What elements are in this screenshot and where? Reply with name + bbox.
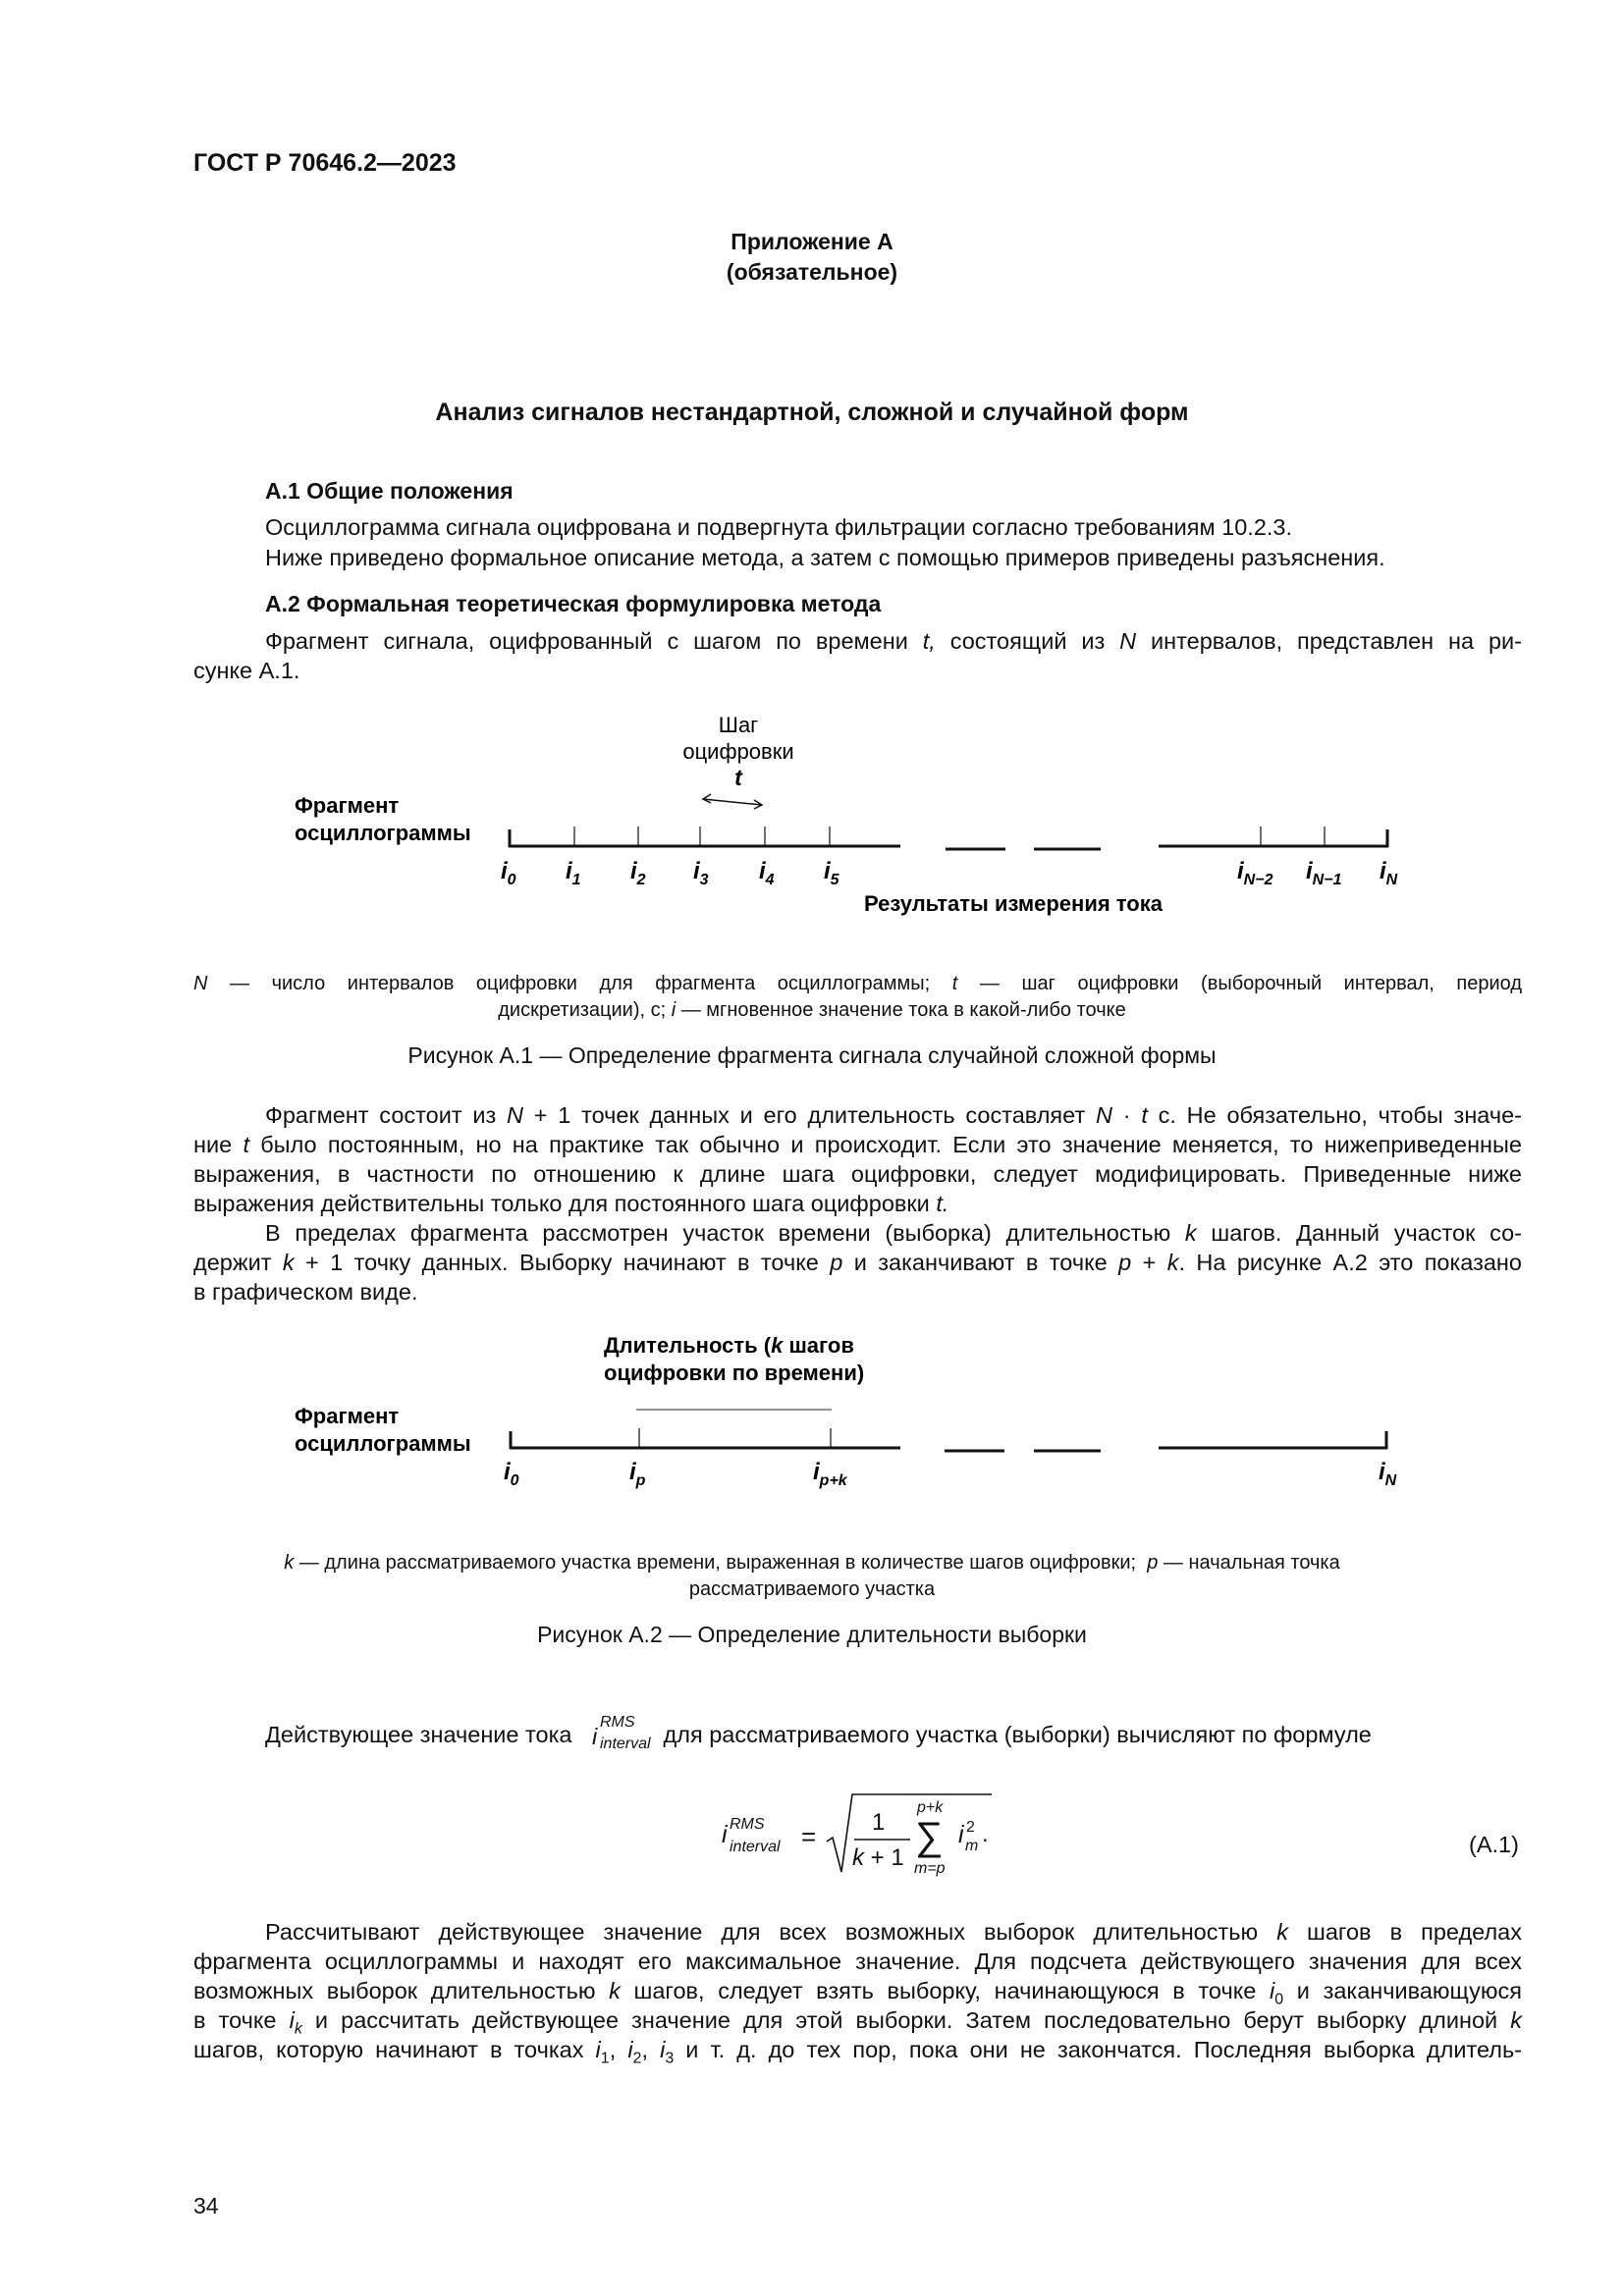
figure-a2-ticks (639, 1428, 831, 1447)
fraction-numerator: 1 (872, 1809, 886, 1836)
paragraph-line (193, 2037, 1522, 2068)
tick-label-i4: $i_4$ (759, 858, 775, 888)
section-a1-heading: А.1 Общие положения (265, 478, 514, 504)
section-a2-intro-line (265, 628, 1522, 655)
paragraph-line (193, 2007, 1522, 2039)
paragraph-line (193, 1250, 1522, 1276)
paragraph-line (265, 1102, 1522, 1129)
figure-a1-ticks (574, 827, 1325, 845)
formula-intro (265, 1714, 1372, 1752)
formula-period: . (982, 1821, 989, 1847)
paragraph-line: фрагмента осциллограммы и находят его максимальное значение. Для подсчета действующего значения для всех (193, 1949, 1522, 1974)
figure-a1-note: дискретизации), с; i — мгновенное значение тока в какой-либо точке (498, 999, 1126, 1021)
formula-number: (А.1) (1469, 1832, 1519, 1857)
page-number: 34 (193, 2193, 219, 2218)
tick-label-iN: $i_N$ (1379, 1459, 1397, 1489)
formula-sub: interval (730, 1839, 781, 1855)
sum-upper-limit: p+k (917, 1799, 944, 1816)
fragment-label: Фрагмент (295, 793, 400, 818)
formula-i: i (722, 1821, 728, 1848)
paragraph-line: выражения действительны только для постоянного шага оцифровки t. (193, 1191, 949, 1216)
figure-a1-note (193, 973, 1522, 995)
section-a1-line: Ниже приведено формальное описание метода, а затем с помощью примеров приведены разъяснения. (265, 545, 1385, 570)
tick-label-i0: $i_0$ (501, 858, 516, 888)
formula-intro-after: для рассматриваемого участка (выборки) вычисляют по формуле (663, 1722, 1372, 1748)
sum-lower-limit: m=p (914, 1860, 946, 1877)
formula-im-sub: m (965, 1838, 979, 1854)
interval-sub: interval (600, 1735, 651, 1752)
paragraph-line (193, 1978, 1522, 2009)
paragraph-line (265, 1919, 1522, 1946)
figure-a2-axis (510, 1431, 1387, 1451)
formula-intro-before: Действующее значение тока (265, 1722, 572, 1748)
fragment-label: осциллограммы (295, 1431, 471, 1456)
result-label: Результаты измерения тока (864, 891, 1163, 916)
tick-label-ipk: $i_{p+k}$ (813, 1459, 847, 1489)
text-span: в точке $i_k$ и рассчитать действующее значение для этой выборки. Затем последовательно берут выборку длиной k (193, 2007, 1522, 2038)
formula-im-sup: 2 (966, 1819, 975, 1836)
appendix-heading: Анализ сигналов нестандартной, сложной и случайной форм (435, 399, 1189, 426)
tick-label-i3: $i_3$ (693, 858, 709, 888)
figure-a2-tick-labels (504, 1459, 1397, 1489)
tick-label-i0: $i_0$ (504, 1459, 519, 1489)
figure-a1-diagram (0, 697, 1624, 942)
inline-irms: i RMS interval (592, 1714, 651, 1752)
tick-label-iN: $i_N$ (1380, 858, 1398, 888)
tick-label-i5: $i_5$ (824, 858, 839, 888)
figure-a2-note: k — длина рассматриваемого участка времени, выраженная в количестве шагов оцифровки; p — начальная точка (284, 1552, 1340, 1574)
step-arrow (703, 794, 762, 809)
fraction-denominator: k + 1 (852, 1844, 904, 1871)
figure-a2-note: рассматриваемого участка (688, 1578, 936, 1600)
fragment-label: осциллограммы (295, 821, 471, 845)
step-label: Шаг (718, 713, 759, 737)
text-span: Фрагмент состоит из N + 1 точек данных и его длительность составляет N · t с. Не обязательно, чтобы значе- (265, 1102, 1522, 1128)
figure-a2-diagram (0, 1320, 1624, 1492)
step-label: оцифровки (682, 739, 794, 764)
paragraph-line (193, 1132, 1522, 1158)
duration-label: Длительность (k шагов (604, 1333, 854, 1358)
text-span: возможных выборок длительностью k шагов, следует взять выборку, начинающуюся в точке $i_0$ и заканчивающуюся (193, 1978, 1522, 2008)
figure-a1-axis (509, 829, 1388, 849)
duration-label: оцифровки по времени) (604, 1361, 865, 1385)
section-a2-intro-line: сунке А.1. (193, 658, 300, 683)
text-span: В пределах фрагмента рассмотрен участок времени (выборка) длительностью k шагов. Данный участок со- (265, 1220, 1522, 1246)
tick-label-iN-2: $i_{N-2}$ (1237, 858, 1273, 888)
paragraph-line: выражения, в частности по отношению к длине шага оцифровки, следует модифицировать. Приведенные ниже (193, 1161, 1522, 1187)
formula-a1 (707, 1779, 1001, 1887)
formula-im: i (958, 1821, 964, 1848)
text-span: ние t было постоянным, но на практике так обычно и происходит. Если это значение меняется, то нижеприведенные (193, 1132, 1522, 1157)
text-span: держит k + 1 точку данных. Выборку начинают в точке p и заканчивают в точке p + k. На рисунке А.2 это показано (193, 1250, 1522, 1275)
document-code: ГОСТ Р 70646.2—2023 (193, 149, 457, 177)
appendix-status: (обязательное) (726, 259, 898, 285)
tick-label-iN-1: $i_{N-1}$ (1306, 858, 1342, 888)
tick-label-ip: $i_p$ (629, 1459, 646, 1489)
text-span: Фрагмент сигнала, оцифрованный с шагом по времени t, состоящий из N интервалов, представлен на ри- (265, 628, 1522, 654)
figure-a2-caption: Рисунок А.2 — Определение длительности выборки (537, 1622, 1087, 1647)
appendix-title: Приложение А (731, 229, 893, 254)
text-span: N — число интервалов оцифровки для фрагмента осциллограммы; t — шаг оцифровки (выборочный интервал, период (193, 973, 1523, 994)
figure-a1-caption: Рисунок А.1 — Определение фрагмента сигнала случайной сложной формы (407, 1042, 1217, 1068)
paragraph-line: в графическом виде. (193, 1279, 418, 1305)
step-symbol: t (734, 765, 742, 790)
text-span: шагов, которую начинают в точках $i_1$, $i_2$, $i_3$ и т. д. до тех пор, пока они не закончатся. Последняя выборка длитель- (193, 2037, 1523, 2067)
fragment-label: Фрагмент (295, 1404, 400, 1428)
formula-sup: RMS (730, 1816, 765, 1833)
section-a2-heading: А.2 Формальная теоретическая формулировка метода (265, 591, 882, 616)
text-span: Рассчитывают действующее значение для всех возможных выборок длительностью k шагов в пределах (265, 1919, 1523, 1945)
sum-sign: ∑ (915, 1815, 944, 1858)
tick-label-i2: $i_2$ (630, 858, 646, 888)
paragraph-line (265, 1220, 1522, 1247)
rms-sup: RMS (600, 1714, 635, 1731)
tick-label-i1: $i_1$ (566, 858, 581, 888)
section-a1-line: Осциллограмма сигнала оцифрована и подвергнута фильтрации согласно требованиям 10.2.3. (265, 514, 1293, 540)
equals-sign: = (801, 1822, 817, 1851)
figure-a1-tick-labels (501, 858, 1398, 888)
